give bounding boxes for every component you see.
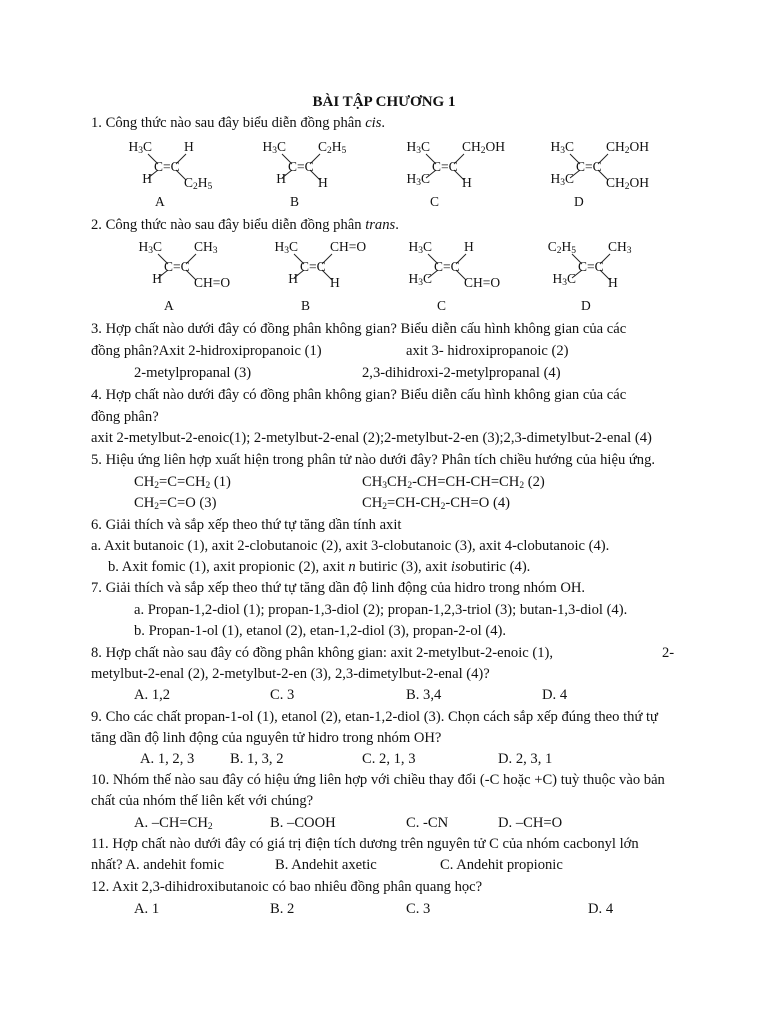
question-3-line-1: 3. Hợp chất nào dưới đây có đồng phân không gian? Biểu diễn cấu hình không gian của các	[91, 321, 627, 337]
question-11-line-1: 11. Hợp chất nào dưới đây có giá trị điện tích dương trên nguyên tử C của nhóm cacbonyl lớn	[91, 836, 639, 852]
option-letter: B	[290, 194, 300, 209]
substituent-top-right: CH=O	[330, 239, 367, 254]
question-8-option-a: A. 1,2	[134, 687, 171, 703]
substituent-top-left: $H_3C$	[408, 239, 432, 256]
question-11-option-b: B. Andehit axetic	[275, 857, 377, 873]
question-4-line-1: 4. Hợp chất nào dưới đây có đồng phân không gian? Biểu diễn cấu hình không gian của các	[91, 387, 627, 403]
structure-c	[396, 140, 546, 202]
question-10-option-c: C. -CN	[406, 815, 449, 831]
question-5-line-1: 5. Hiệu ứng liên hợp xuất hiện trong phân tử nào dưới đây? Phân tích chiều hướng của hiệu ứng.	[91, 452, 656, 468]
substituent-bottom-left: $H_3C$	[408, 271, 432, 288]
substituent-top-right: H	[184, 139, 194, 154]
question-9-option-d: D. 2, 3, 1	[498, 751, 553, 767]
substituent-bottom-right: CH=O	[464, 275, 501, 290]
structure-a	[128, 240, 278, 302]
question-8-option-d: D. 4	[542, 687, 568, 703]
substituent-top-right: $CH_3$	[608, 239, 632, 256]
double-bond-center: C=C	[288, 159, 314, 174]
double-bond-center: C=C	[164, 259, 190, 274]
question-1: 1. Công thức nào sau đây biểu diễn đồng phân cis.	[91, 115, 386, 131]
substituent-bottom-right: H	[330, 275, 340, 290]
substituent-top-right: $CH_3$	[194, 239, 218, 256]
substituent-bottom-left: H	[288, 271, 298, 286]
question-10-option-b: B. –COOH	[270, 815, 336, 831]
question-3-line-2b: axit 3- hidroxipropanoic (2)	[406, 343, 569, 359]
question-8-option-b: B. 3,4	[406, 687, 442, 703]
question-10-line-2: chất của nhóm thế liên kết với chúng?	[91, 793, 314, 809]
structure-c	[398, 240, 548, 302]
question-12-line-1: 12. Axit 2,3-dihidroxibutanoic có bao nhiêu đồng phân quang học?	[91, 879, 483, 895]
option-letter: A	[164, 298, 174, 313]
option-letter: C	[437, 298, 447, 313]
question-8-option-c: C. 3	[270, 687, 295, 703]
question-12-option-b: B. 2	[270, 901, 295, 917]
structure-d	[542, 240, 692, 302]
structure-a	[118, 140, 268, 202]
question-7-part-b: b. Propan-1-ol (1), etanol (2), etan-1,2-diol (3), propan-2-ol (4).	[134, 623, 507, 639]
question-5-formula-4: $CH_2=CH-CH_2-CH=O$ (4)	[362, 495, 510, 512]
substituent-top-right: H	[464, 239, 474, 254]
substituent-top-right: $C_2H_5$	[318, 139, 347, 156]
double-bond-center: C=C	[300, 259, 326, 274]
structure-d	[540, 140, 690, 202]
question-4-line-3: axit 2-metylbut-2-enoic(1); 2-metylbut-2-enal (2);2-metylbut-2-en (3);2,3-dimetylbut-2-enal (4)	[91, 430, 652, 446]
substituent-bottom-left: $H_3C$	[550, 171, 574, 188]
double-bond-center: C=C	[434, 259, 460, 274]
page-title: BÀI TẬP CHƯƠNG 1	[312, 94, 456, 110]
question-5-formula-2: $CH_3CH_2-CH=CH-CH=CH_2$ (2)	[362, 474, 545, 491]
substituent-bottom-right: H	[318, 175, 328, 190]
question-8-line-1: 8. Hợp chất nào sau đây có đồng phân không gian: axit 2-metylbut-2-enoic (1),	[91, 645, 554, 661]
question-10-option-d: D. –CH=O	[498, 815, 563, 831]
double-bond-center: C=C	[154, 159, 180, 174]
question-12-option-a: A. 1	[134, 901, 160, 917]
substituent-top-left: $H_3C$	[138, 239, 162, 256]
option-letter: D	[581, 298, 591, 313]
question-12-option-c: C. 3	[406, 901, 431, 917]
question-10-line-1: 10. Nhóm thế nào sau đây có hiệu ứng liên hợp với chiều thay đổi (-C hoặc +C) tuỳ thuộc vào bản	[91, 772, 665, 788]
substituent-bottom-right: $CH_2OH$	[606, 175, 650, 192]
question-9-option-b: B. 1, 3, 2	[230, 751, 284, 767]
question-7-part-a: a. Propan-1,2-diol (1); propan-1,3-diol (2); propan-1,2,3-triol (3); butan-1,3-diol (4).	[134, 602, 628, 618]
structure-b	[252, 140, 402, 202]
question-7-line-1: 7. Giải thích và sắp xếp theo thứ tự tăng dần độ linh động của hidro trong nhóm OH.	[91, 580, 586, 596]
double-bond-center: C=C	[578, 259, 604, 274]
substituent-top-left: $H_3C$	[406, 139, 430, 156]
question-5-formula-1: $CH_2=C=CH_2$ (1)	[134, 474, 231, 491]
question-3-line-2a: đồng phân?Axit 2-hidroxipropanoic (1)	[91, 343, 322, 359]
substituent-bottom-left: $H_3C$	[406, 171, 430, 188]
question-8-line-2: metylbut-2-enal (2), 2-metylbut-2-en (3), 2,3-dimetylbut-2-enal (4)?	[91, 666, 490, 682]
substituent-bottom-right: H	[462, 175, 472, 190]
substituent-bottom-right: CH=O	[194, 275, 231, 290]
question-11-option-c: C. Andehit propionic	[440, 857, 563, 873]
substituent-bottom-right: H	[608, 275, 618, 290]
substituent-top-right: $CH_2OH$	[606, 139, 650, 156]
question-9-line-2: tăng dần độ linh động của nguyên tử hidro trong nhóm OH?	[91, 730, 442, 746]
question-3-line-3a: 2-metylpropanal (3)	[134, 365, 252, 381]
question-9-line-1: 9. Cho các chất propan-1-ol (1), etanol (2), etan-1,2-diol (3). Chọn cách sắp xếp đúng theo thứ tự	[91, 709, 658, 725]
substituent-top-left: $H_3C$	[274, 239, 298, 256]
question-2: 2. Công thức nào sau đây biểu diễn đồng phân trans.	[91, 217, 399, 233]
double-bond-center: C=C	[432, 159, 458, 174]
question-8-line-1-end: 2-	[662, 645, 675, 661]
substituent-top-left: $H_3C$	[128, 139, 152, 156]
substituent-bottom-left: H	[142, 171, 152, 186]
question-9-option-a: A. 1, 2, 3	[140, 751, 195, 767]
substituent-top-left: $C_2H_5$	[547, 239, 576, 256]
option-letter: C	[430, 194, 440, 209]
substituent-bottom-left: $H_3C$	[552, 271, 576, 288]
question-6-part-b: b. Axit fomic (1), axit propionic (2), axit n butiric (3), axit isobutiric (4).	[108, 559, 531, 575]
option-letter: A	[155, 194, 165, 209]
question-3-line-3b: 2,3-dihidroxi-2-metylpropanal (4)	[362, 365, 561, 381]
option-letter: B	[301, 298, 311, 313]
substituent-bottom-right: $C_2H_5$	[184, 175, 213, 192]
double-bond-center: C=C	[576, 159, 602, 174]
question-6-line-1: 6. Giải thích và sắp xếp theo thứ tự tăng dần tính axit	[91, 517, 402, 533]
substituent-bottom-left: H	[152, 271, 162, 286]
option-letter: D	[574, 194, 584, 209]
substituent-top-left: $H_3C$	[550, 139, 574, 156]
question-11-option-a: nhất? A. andehit fomic	[91, 857, 224, 873]
structure-b	[264, 240, 414, 302]
substituent-bottom-left: H	[276, 171, 286, 186]
substituent-top-left: $H_3C$	[262, 139, 286, 156]
question-5-formula-3: $CH_2=C=O$ (3)	[134, 495, 217, 512]
question-4-line-2: đồng phân?	[91, 409, 159, 425]
question-10-option-a: A. $-CH=CH_2$	[134, 815, 213, 832]
question-9-option-c: C. 2, 1, 3	[362, 751, 416, 767]
question-6-part-a: a. Axit butanoic (1), axit 2-clobutanoic (2), axit 3-clobutanoic (3), axit 4-clobutanoic (4).	[91, 538, 610, 554]
question-12-option-d: D. 4	[588, 901, 614, 917]
substituent-top-right: $CH_2OH$	[462, 139, 506, 156]
